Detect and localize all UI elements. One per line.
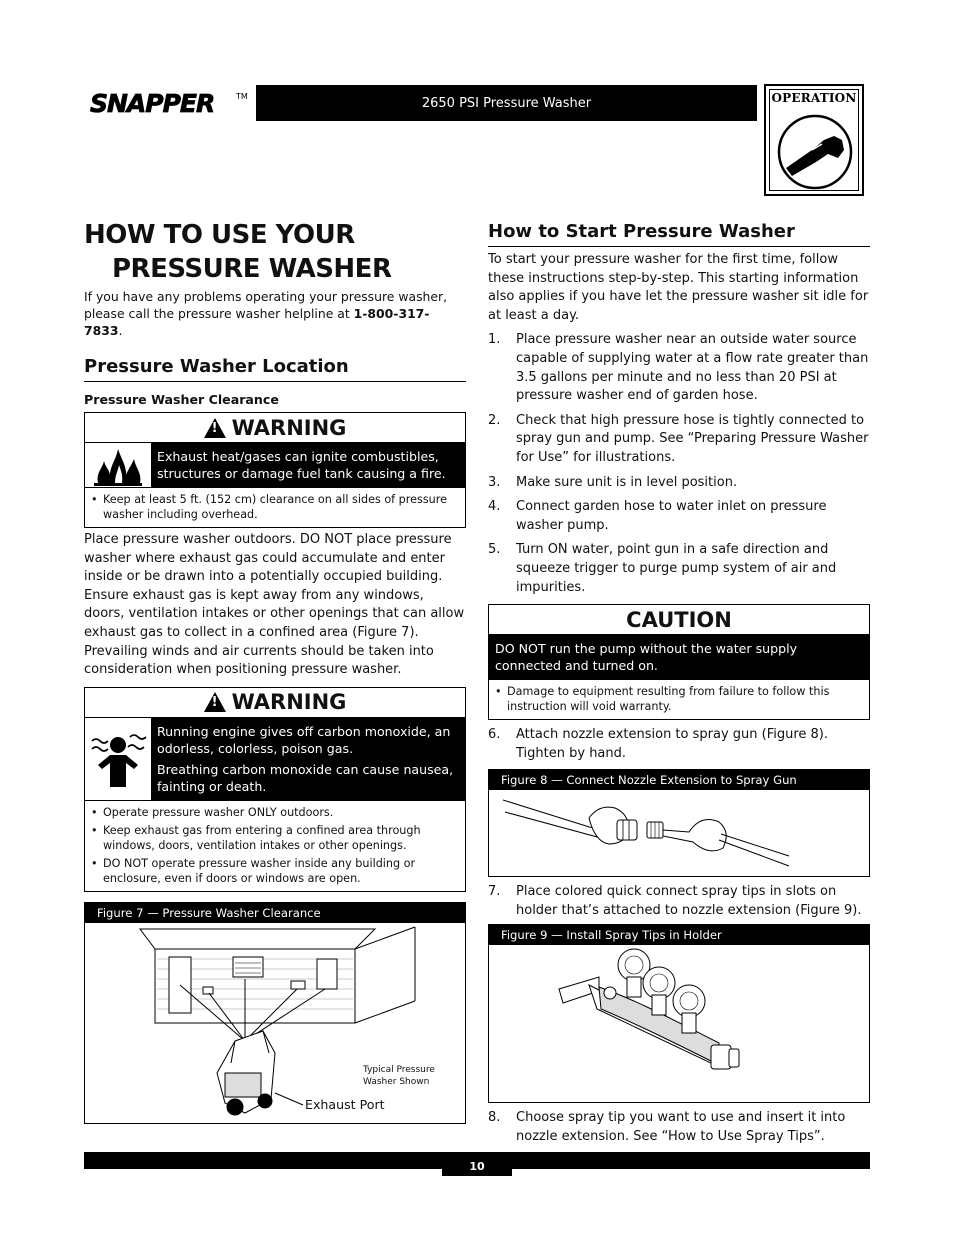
caution-label: CAUTION (626, 607, 732, 632)
spray-tip-holder-illustration (489, 945, 868, 1102)
step-number: 8. (488, 1110, 501, 1126)
figure-caption: Figure 7 — Pressure Washer Clearance (85, 903, 465, 923)
step-item (488, 412, 870, 468)
left-column (84, 218, 466, 1124)
snapper-logo (88, 86, 258, 120)
page-title (84, 218, 466, 286)
figure-7 (84, 902, 466, 1124)
hand-on-lever-icon (772, 110, 858, 190)
clearance-heading: Pressure Washer Clearance (84, 392, 279, 407)
step-7-list (488, 883, 870, 920)
step-number: 1. (488, 332, 501, 348)
svg-text:TM: TM (236, 92, 248, 101)
step-text: Make sure unit is in level position. (516, 474, 738, 490)
nozzle-connection-illustration (489, 790, 868, 876)
step-8-list (488, 1109, 870, 1146)
warning-label: WARNING (231, 415, 347, 440)
step-text: Check that high pressure hose is tightly connected to spray gun and pump. See “Preparing Pressure Washer for Use” for illustrations. (516, 412, 869, 465)
house-clearance-illustration (85, 923, 464, 1123)
product-title: 2650 PSI Pressure Washer (421, 95, 592, 111)
warning-message: Running engine gives off carbon monoxide, an odorless, colorless, poison gas. (157, 723, 451, 756)
step-item (488, 1109, 870, 1146)
step-item (488, 474, 870, 493)
warning-triangle-icon (204, 692, 226, 712)
warning-message-box (151, 443, 465, 487)
step-item (488, 883, 870, 920)
warning-header (85, 413, 465, 443)
warning-bullets (85, 487, 465, 527)
warning-triangle-icon (204, 418, 226, 438)
figure-7-illustration (85, 923, 465, 1123)
caution-box (488, 604, 870, 720)
warning-bullet: • Keep exhaust gas from entering a confined area through windows, doors, ventilation intakes or other openings. (91, 823, 459, 853)
step-number: 6. (488, 727, 501, 743)
step-6-list (488, 726, 870, 763)
typical-washer-label: Typical Pressure Washer Shown (363, 1064, 435, 1087)
warning-bullets (85, 800, 465, 891)
fire-icon (85, 443, 151, 487)
figure-caption: Figure 8 — Connect Nozzle Extension to Spray Gun (489, 770, 869, 790)
warning-message: Exhaust heat/gases can ignite combustibles, structures or damage fuel tank causing a fire. (157, 449, 446, 481)
step-item (488, 541, 870, 597)
product-title-bar (256, 85, 757, 121)
step-text: Place pressure washer near an outside water source capable of supplying water at a flow rate greater than 3.5 gallons per minute and no less than 20 PSI at pressure washer end of garden hose. (516, 332, 869, 404)
warning-bullet: • DO NOT operate pressure washer inside any building or enclosure, even if doors or windows are open. (91, 856, 459, 886)
caution-message-box (489, 635, 869, 679)
page-number: 10 (442, 1152, 512, 1176)
start-steps (488, 331, 870, 597)
figure-9-illustration (489, 945, 869, 1102)
warning-bullet: • Operate pressure washer ONLY outdoors. (91, 805, 459, 820)
step-text: Place colored quick connect spray tips in slots on holder that’s attached to nozzle extension (Figure 9). (516, 884, 862, 918)
intro-text: If you have any problems operating your pressure washer, please call the pressure washer helpline at (84, 289, 448, 321)
start-heading: How to Start Pressure Washer (488, 220, 870, 247)
warning-message-box (151, 718, 465, 800)
location-heading: Pressure Washer Location (84, 355, 466, 382)
figure-9 (488, 924, 870, 1103)
title-line-1: HOW TO USE YOUR (84, 220, 355, 250)
step-number: 3. (488, 474, 501, 490)
step-text: Turn ON water, point gun in a safe direction and squeeze trigger to purge pump system of air and impurities. (516, 542, 837, 595)
caution-message: DO NOT run the pump without the water supply connected and turned on. (495, 641, 798, 674)
exhaust-port-label: Exhaust Port (305, 1096, 385, 1112)
caution-header (489, 605, 869, 635)
step-number: 4. (488, 499, 501, 515)
step-item (488, 498, 870, 535)
step-text: Choose spray tip you want to use and insert it into nozzle extension. See “How to Use Spray Tips”. (516, 1110, 846, 1145)
step-number: 2. (488, 412, 501, 428)
warning-box-fire (84, 412, 466, 528)
start-intro: To start your pressure washer for the first time, follow these instructions step-by-step. This starting information also applies if you have let the pressure washer sit idle for at least a day. (488, 252, 869, 323)
step-number: 5. (488, 542, 501, 558)
figure-8 (488, 769, 870, 877)
title-line-2: PRESSURE WASHER (112, 254, 392, 284)
caution-bullet: • Damage to equipment resulting from failure to follow this instruction will void warranty. (495, 684, 863, 714)
caution-bullets (489, 679, 869, 719)
step-number: 7. (488, 884, 501, 900)
warning-bullet: • Keep at least 5 ft. (152 cm) clearance on all sides of pressure washer including overhead. (91, 492, 459, 522)
warning-message: Breathing carbon monoxide can cause nausea, fainting or death. (157, 761, 454, 794)
figure-caption: Figure 9 — Install Spray Tips in Holder (489, 925, 869, 945)
intro-paragraph (84, 288, 466, 339)
svg-text:SNAPPER: SNAPPER (90, 89, 215, 118)
toxic-fumes-icon (85, 718, 151, 800)
step-item (488, 726, 870, 763)
step-item (488, 331, 870, 405)
warning-label: WARNING (231, 690, 347, 715)
warning-box-carbon-monoxide (84, 687, 466, 892)
right-column (488, 218, 870, 1147)
figure-8-illustration (489, 790, 869, 876)
step-text: Connect garden hose to water inlet on pressure washer pump. (516, 499, 827, 533)
operation-badge (764, 84, 864, 196)
intro-end: . (118, 323, 123, 338)
operation-label: OPERATION (771, 91, 857, 105)
location-paragraph: Place pressure washer outdoors. DO NOT place pressure washer where exhaust gas could accumulate and enter inside or be drawn into a potentially occupied building. Ensure exhaust gas is kept away from any windows, doors, ventilation intakes or other openings that can allow exhaust gas to collect in a confined area (Figure 7). Prevailing winds and air currents should be taken into consideration when positioning pressure washer. (84, 532, 465, 678)
helpline-number: 1-800-317-7833 (84, 306, 430, 338)
step-text: Attach nozzle extension to spray gun (Figure 8). Tighten by hand. (516, 727, 829, 761)
warning-header (85, 688, 465, 718)
